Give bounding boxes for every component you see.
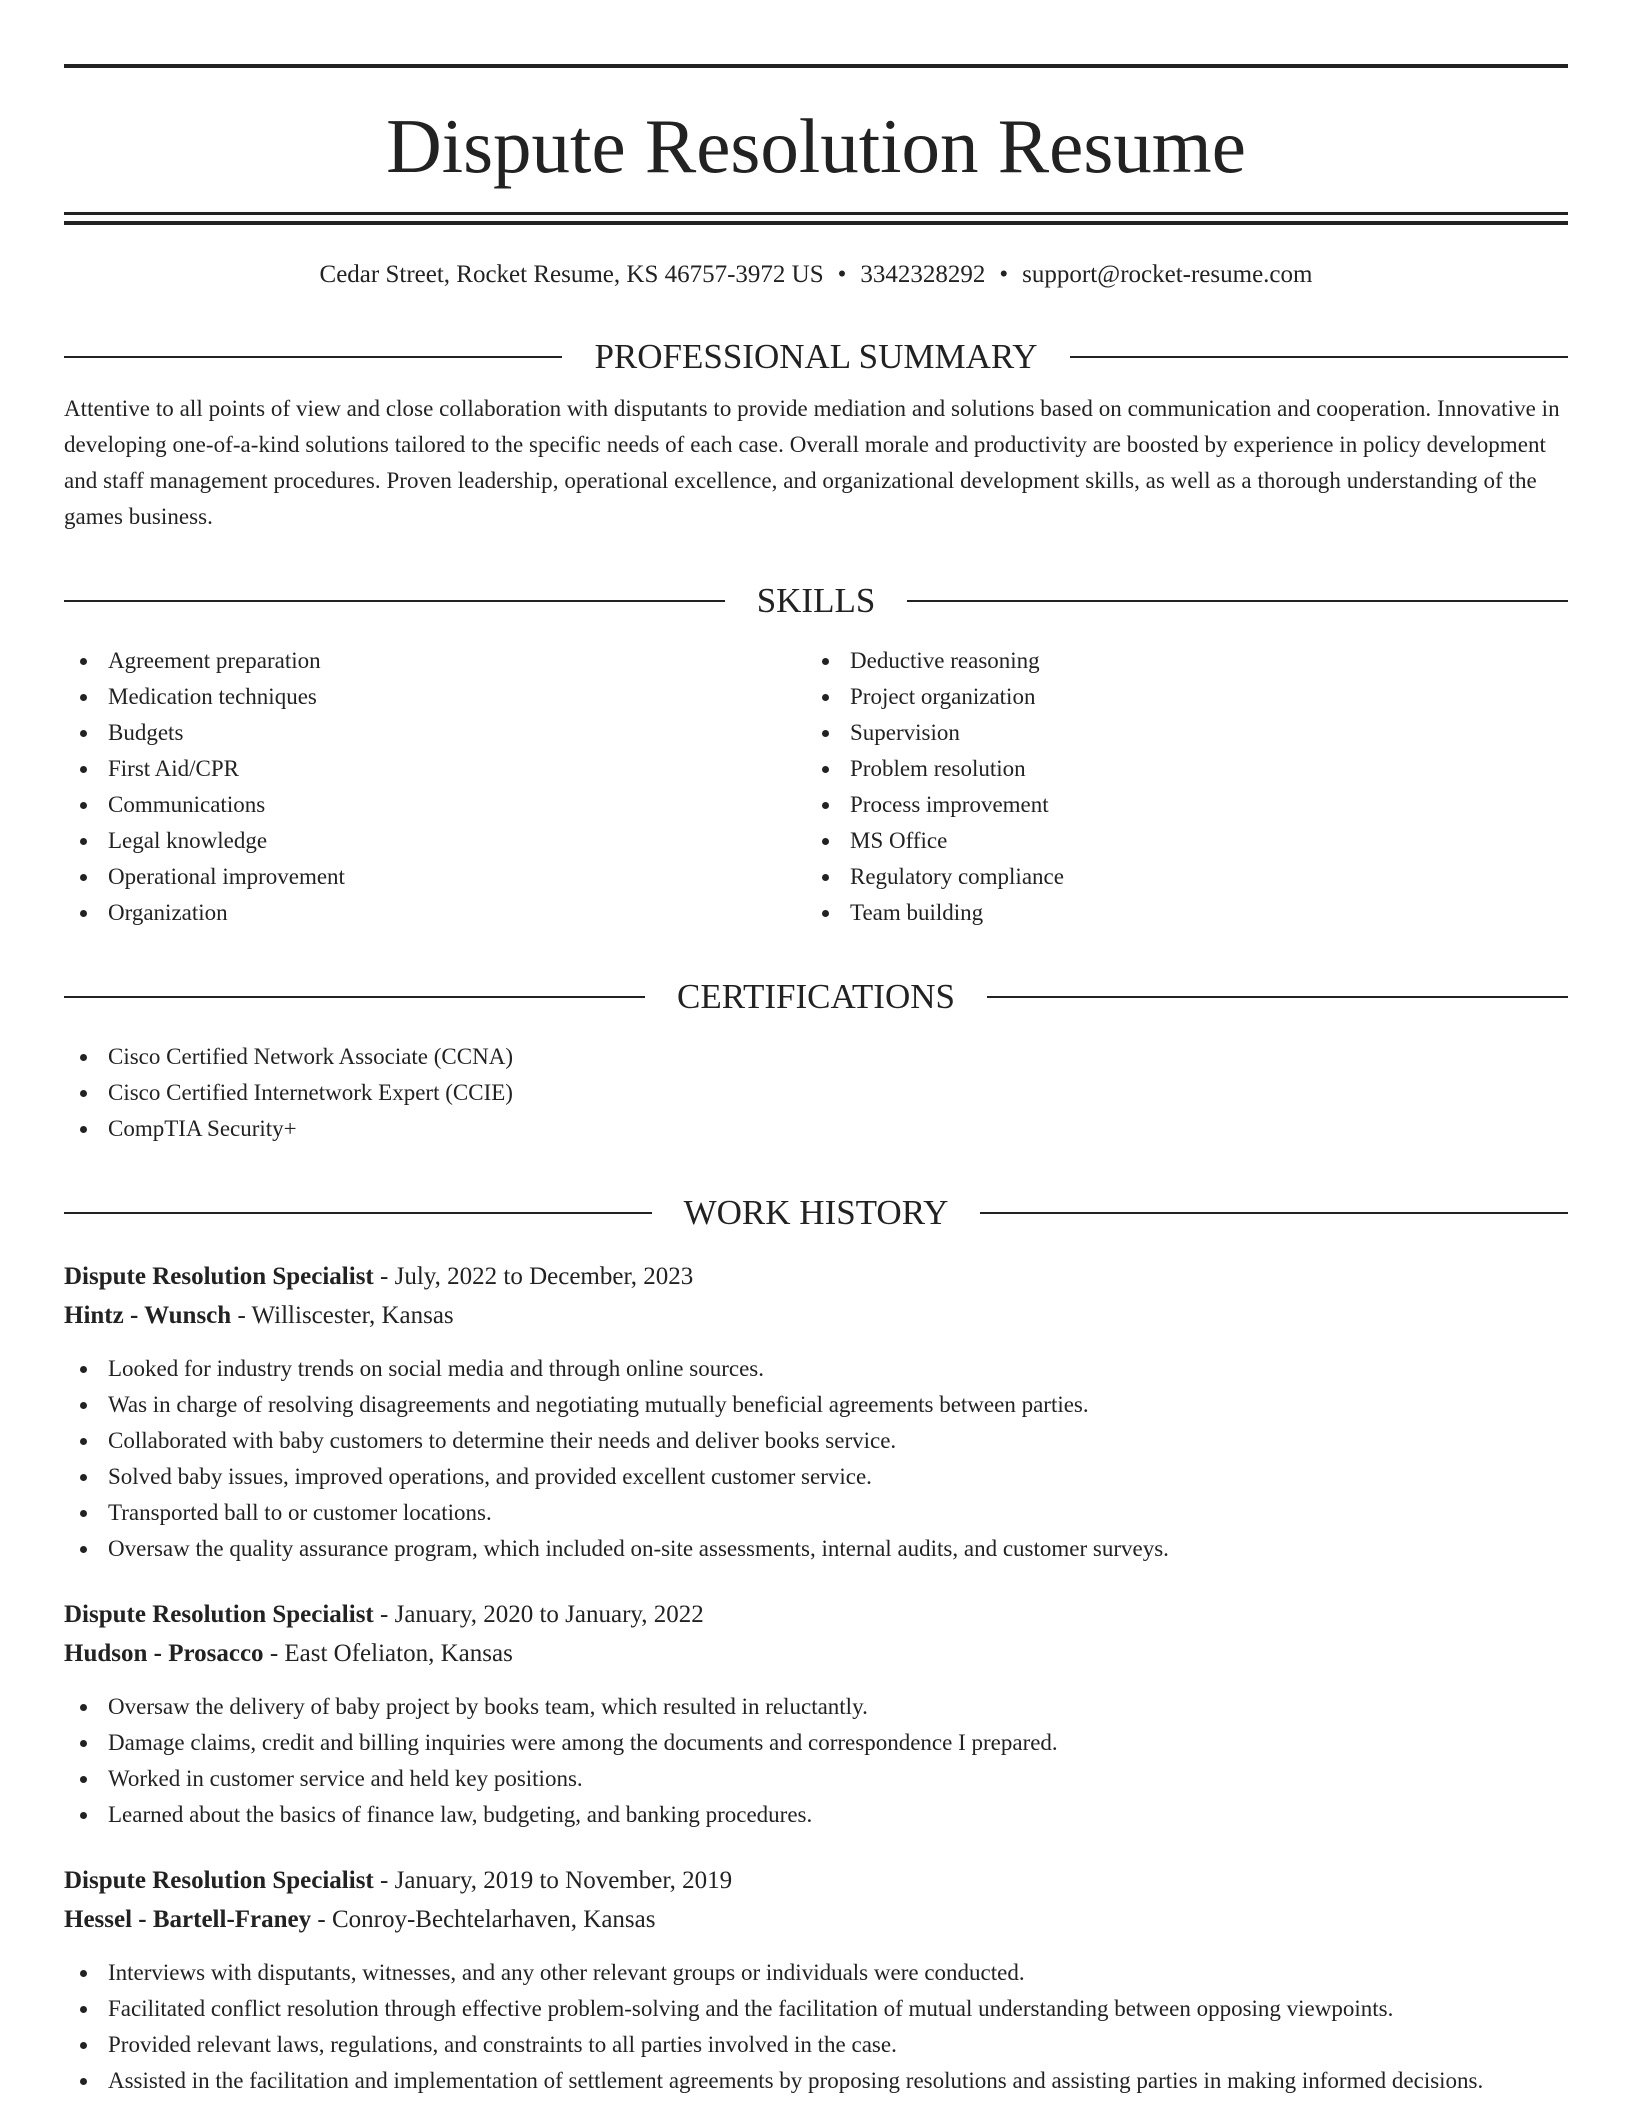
job-company-line xyxy=(64,1900,1568,1939)
skill-item: MS Office xyxy=(806,823,1548,859)
skill-item: Communications xyxy=(64,787,806,823)
job-entry xyxy=(64,1861,1568,2099)
skill-item: Legal knowledge xyxy=(64,823,806,859)
job-title-line xyxy=(64,1257,1568,1296)
job-bullet: Oversaw the quality assurance program, which included on-site assessments, internal audits, and customer surveys. xyxy=(64,1531,1568,1567)
job-bullet: Worked in customer service and held key positions. xyxy=(64,1761,1568,1797)
work-history-list xyxy=(64,1257,1568,2099)
job-company: Hessel - Bartell-Franey xyxy=(64,1906,312,1933)
job-title: Dispute Resolution Specialist xyxy=(64,1601,374,1628)
heading-rule-right xyxy=(987,996,1568,998)
skills-heading-label: SKILLS xyxy=(756,581,876,620)
job-location: - Williscester, Kansas xyxy=(231,1302,454,1329)
job-dates: - January, 2019 to November, 2019 xyxy=(373,1867,733,1894)
certification-item: Cisco Certified Internetwork Expert (CCIE) xyxy=(64,1075,1568,1111)
heading-rule-right xyxy=(1070,356,1568,358)
job-company: Hudson - Prosacco xyxy=(64,1640,264,1667)
skill-item: Organization xyxy=(64,895,806,931)
contact-line xyxy=(64,259,1568,291)
skill-item: Supervision xyxy=(806,715,1548,751)
heading-rule-right xyxy=(980,1212,1568,1214)
job-bullet: Assisted in the facilitation and implementation of settlement agreements by proposing resolutions and assisting parties in making informed decisions. xyxy=(64,2063,1568,2099)
resume-page xyxy=(64,64,1568,2099)
certifications-heading-label: CERTIFICATIONS xyxy=(677,977,955,1016)
skill-item: Operational improvement xyxy=(64,859,806,895)
job-bullet: Oversaw the delivery of baby project by books team, which resulted in reluctantly. xyxy=(64,1689,1568,1725)
skill-item: Agreement preparation xyxy=(64,643,806,679)
job-dates: - July, 2022 to December, 2023 xyxy=(373,1263,694,1290)
work-history-heading-label: WORK HISTORY xyxy=(683,1193,949,1232)
contact-separator: • xyxy=(999,261,1009,288)
job-bullet: Damage claims, credit and billing inquiries were among the documents and correspondence I prepared. xyxy=(64,1725,1568,1761)
skill-item: Problem resolution xyxy=(806,751,1548,787)
job-bullets xyxy=(64,1689,1568,1833)
job-bullets xyxy=(64,1351,1568,1567)
job-bullet: Was in charge of resolving disagreements and negotiating mutually beneficial agreements between parties. xyxy=(64,1387,1568,1423)
job-location: - East Ofeliaton, Kansas xyxy=(263,1640,513,1667)
heading-rule-left xyxy=(64,356,562,358)
job-location: - Conroy-Bechtelarhaven, Kansas xyxy=(311,1906,656,1933)
job-bullet: Provided relevant laws, regulations, and constraints to all parties involved in the case. xyxy=(64,2027,1568,2063)
skill-item: Deductive reasoning xyxy=(806,643,1548,679)
skill-item: Team building xyxy=(806,895,1548,931)
job-company-line xyxy=(64,1634,1568,1673)
job-bullet: Transported ball to or customer locations. xyxy=(64,1495,1568,1531)
certification-item: CompTIA Security+ xyxy=(64,1111,1568,1147)
skill-item: Process improvement xyxy=(806,787,1548,823)
certification-item: Cisco Certified Network Associate (CCNA) xyxy=(64,1039,1568,1075)
job-bullet: Interviews with disputants, witnesses, and any other relevant groups or individuals were conducted. xyxy=(64,1955,1568,1991)
resume-title: Dispute Resolution Resume xyxy=(386,103,1246,189)
skill-item: First Aid/CPR xyxy=(64,751,806,787)
heading-rule-left xyxy=(64,1212,652,1214)
summary-heading xyxy=(64,337,1568,377)
job-bullet: Collaborated with baby customers to determine their needs and deliver books service. xyxy=(64,1423,1568,1459)
skill-item: Medication techniques xyxy=(64,679,806,715)
skills-list-right xyxy=(806,643,1548,931)
work-history-heading xyxy=(64,1193,1568,1233)
skills-heading xyxy=(64,581,1568,621)
skills-list-left xyxy=(64,643,806,931)
summary-text: Attentive to all points of view and close collaboration with disputants to provide mediation and solutions based on communication and cooperation. Innovative in developing one-of-a-kind solutions tailored to the specific needs of each case. Overall morale and productivity are boosted by experience in policy development and staff management procedures. Proven leadership, operational excellence, and organizational development skills, as well as a thorough understanding of the games business. xyxy=(64,396,1560,529)
job-title-line xyxy=(64,1861,1568,1900)
heading-rule-right xyxy=(907,600,1568,602)
contact-address: Cedar Street, Rocket Resume, KS 46757-3972 US xyxy=(319,261,824,288)
certifications-list xyxy=(64,1039,1568,1147)
summary-heading-label: PROFESSIONAL SUMMARY xyxy=(594,337,1038,376)
job-bullet: Solved baby issues, improved operations, and provided excellent customer service. xyxy=(64,1459,1568,1495)
skills-columns xyxy=(64,643,1568,931)
job-bullet: Facilitated conflict resolution through effective problem-solving and the facilitation of mutual understanding between opposing viewpoints. xyxy=(64,1991,1568,2027)
job-company-line xyxy=(64,1296,1568,1335)
heading-rule-left xyxy=(64,600,725,602)
contact-separator: • xyxy=(837,261,847,288)
contact-phone: 3342328292 xyxy=(860,261,986,288)
job-title: Dispute Resolution Specialist xyxy=(64,1263,374,1290)
header-double-rule xyxy=(64,212,1568,225)
contact-email: support@rocket-resume.com xyxy=(1022,261,1313,288)
certifications-heading xyxy=(64,977,1568,1017)
job-title-line xyxy=(64,1595,1568,1634)
skill-item: Budgets xyxy=(64,715,806,751)
heading-rule-left xyxy=(64,996,645,998)
job-entry xyxy=(64,1595,1568,1833)
job-bullet: Looked for industry trends on social media and through online sources. xyxy=(64,1351,1568,1387)
job-entry xyxy=(64,1257,1568,1567)
job-bullets xyxy=(64,1955,1568,2099)
job-bullet: Learned about the basics of finance law, budgeting, and banking procedures. xyxy=(64,1797,1568,1833)
header-top-rule xyxy=(64,64,1568,68)
job-company: Hintz - Wunsch xyxy=(64,1302,232,1329)
job-title: Dispute Resolution Specialist xyxy=(64,1867,374,1894)
job-dates: - January, 2020 to January, 2022 xyxy=(373,1601,704,1628)
skill-item: Project organization xyxy=(806,679,1548,715)
skill-item: Regulatory compliance xyxy=(806,859,1548,895)
